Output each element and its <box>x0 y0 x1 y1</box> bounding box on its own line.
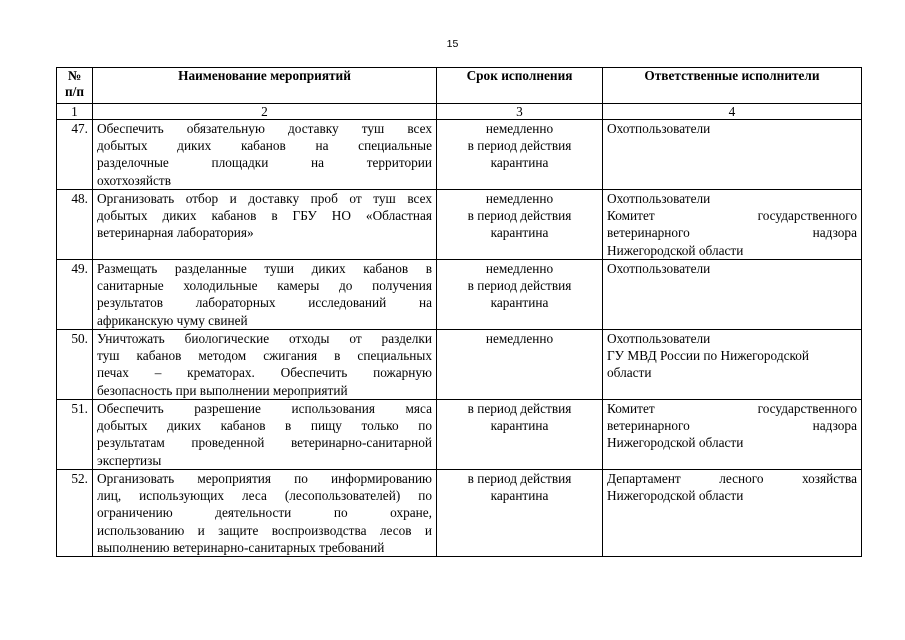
responsible-line: ветеринарного надзора <box>607 225 857 241</box>
row-number: 48. <box>57 190 93 260</box>
measure-name-line: результатов лабораторных исследований на <box>97 295 432 311</box>
responsible-executors <box>603 330 862 400</box>
measure-name <box>93 120 437 190</box>
execution-term <box>437 330 603 400</box>
header-responsible: Ответственные исполнители <box>603 68 862 104</box>
measure-name <box>93 190 437 260</box>
measure-name-line: результатам проведенной ветеринарно-санитарной <box>97 435 432 451</box>
responsible-line: Нижегородской области <box>607 488 744 504</box>
table-row <box>57 190 862 260</box>
responsible-line: ветеринарного надзора <box>607 418 857 434</box>
column-number: 3 <box>437 104 603 120</box>
measure-name-line: добытых диких кабанов на специальные <box>97 138 432 154</box>
measure-name-line: Организовать мероприятия по информированию <box>97 471 432 486</box>
responsible-line: области <box>607 365 652 381</box>
table-row <box>57 330 862 400</box>
execution-term-line: немедленно <box>485 191 554 206</box>
measure-name-line: безопасность при выполнении мероприятий <box>97 382 348 398</box>
measure-name-line: Обеспечить обязательную доставку туш всех <box>97 121 432 136</box>
measure-name-line: печах – крематорах. Обеспечить пожарную <box>97 365 432 381</box>
execution-term-line: карантина <box>490 225 549 241</box>
header-number: № п/п <box>57 68 93 104</box>
column-number: 4 <box>603 104 862 120</box>
column-number: 1 <box>57 104 93 120</box>
execution-term <box>437 260 603 330</box>
measure-name-line: Обеспечить разрешение использования мяса <box>97 401 432 416</box>
measure-name-line: африканскую чуму свиней <box>97 312 248 328</box>
execution-term-line: в период действия <box>467 401 572 416</box>
measure-name-line: Организовать отбор и доставку проб от туш всех <box>97 191 432 206</box>
measure-name <box>93 400 437 470</box>
header-term: Срок исполнения <box>437 68 603 104</box>
responsible-line: Охотпользователи <box>607 121 711 136</box>
row-number: 50. <box>57 330 93 400</box>
responsible-executors <box>603 190 862 260</box>
execution-term-line: карантина <box>490 295 549 311</box>
measure-name-line: охотхозяйств <box>97 172 172 188</box>
measure-name-line: добытых диких кабанов в пищу только по <box>97 418 432 434</box>
measure-name <box>93 260 437 330</box>
row-number: 47. <box>57 120 93 190</box>
responsible-line: Нижегородской области <box>607 435 744 451</box>
table-row <box>57 120 862 190</box>
execution-term-line: в период действия <box>467 208 572 224</box>
table-row <box>57 260 862 330</box>
measure-name-line: Размещать разделанные туши диких кабанов в <box>97 261 432 276</box>
header-name: Наименование мероприятий <box>93 68 437 104</box>
row-number: 51. <box>57 400 93 470</box>
column-number: 2 <box>93 104 437 120</box>
table-row <box>57 400 862 470</box>
measure-name-line: добытых диких кабанов в ГБУ НО «Областная <box>97 208 432 224</box>
execution-term-line: в период действия <box>467 278 572 294</box>
responsible-executors <box>603 470 862 557</box>
execution-term <box>437 470 603 557</box>
measure-name-line: санитарные холодильные камеры до получения <box>97 278 432 294</box>
execution-term-line: немедленно <box>485 331 554 346</box>
table-row <box>57 470 862 557</box>
row-number: 52. <box>57 470 93 557</box>
responsible-executors <box>603 260 862 330</box>
execution-term-line: немедленно <box>485 121 554 136</box>
responsible-line: Охотпользователи <box>607 261 711 276</box>
execution-term-line: карантина <box>490 155 549 171</box>
execution-term <box>437 120 603 190</box>
execution-term-line: в период действия <box>467 471 572 486</box>
responsible-line: Охотпользователи <box>607 191 711 206</box>
responsible-line: Комитет государственного <box>607 401 857 416</box>
responsible-line: Департамент лесного хозяйства <box>607 471 857 486</box>
responsible-line: Комитет государственного <box>607 208 857 224</box>
responsible-line: ГУ МВД России по Нижегородской <box>607 348 810 364</box>
responsible-executors <box>603 400 862 470</box>
page-number: 15 <box>446 38 459 50</box>
execution-term-line: карантина <box>490 488 549 504</box>
execution-term <box>437 190 603 260</box>
row-number: 49. <box>57 260 93 330</box>
measure-name-line: разделочные площадки на территории <box>97 155 432 171</box>
measure-name-line: экспертизы <box>97 452 162 468</box>
responsible-line: Охотпользователи <box>607 331 711 346</box>
execution-term-line: карантина <box>490 418 549 434</box>
measure-name <box>93 470 437 557</box>
measure-name-line: туш кабанов методом сжигания в специальных <box>97 348 432 364</box>
table-header-row <box>57 68 862 104</box>
measures-table <box>56 67 862 557</box>
measure-name <box>93 330 437 400</box>
measure-name-line: использованию и защите воспроизводства лесов и <box>97 522 432 538</box>
column-number-row <box>57 104 862 120</box>
execution-term <box>437 400 603 470</box>
execution-term-line: в период действия <box>467 138 572 154</box>
measure-name-line: ограничению деятельности по охране, <box>97 505 432 521</box>
measure-name-line: ветеринарная лаборатория» <box>97 225 254 241</box>
responsible-executors <box>603 120 862 190</box>
measure-name-line: лиц, использующих леса (лесопользователей) по <box>97 488 432 504</box>
measure-name-line: выполнению ветеринарно-санитарных требований <box>97 539 385 555</box>
execution-term-line: немедленно <box>485 261 554 276</box>
responsible-line: Нижегородской области <box>607 242 744 258</box>
measure-name-line: Уничтожать биологические отходы от разделки <box>97 331 432 346</box>
